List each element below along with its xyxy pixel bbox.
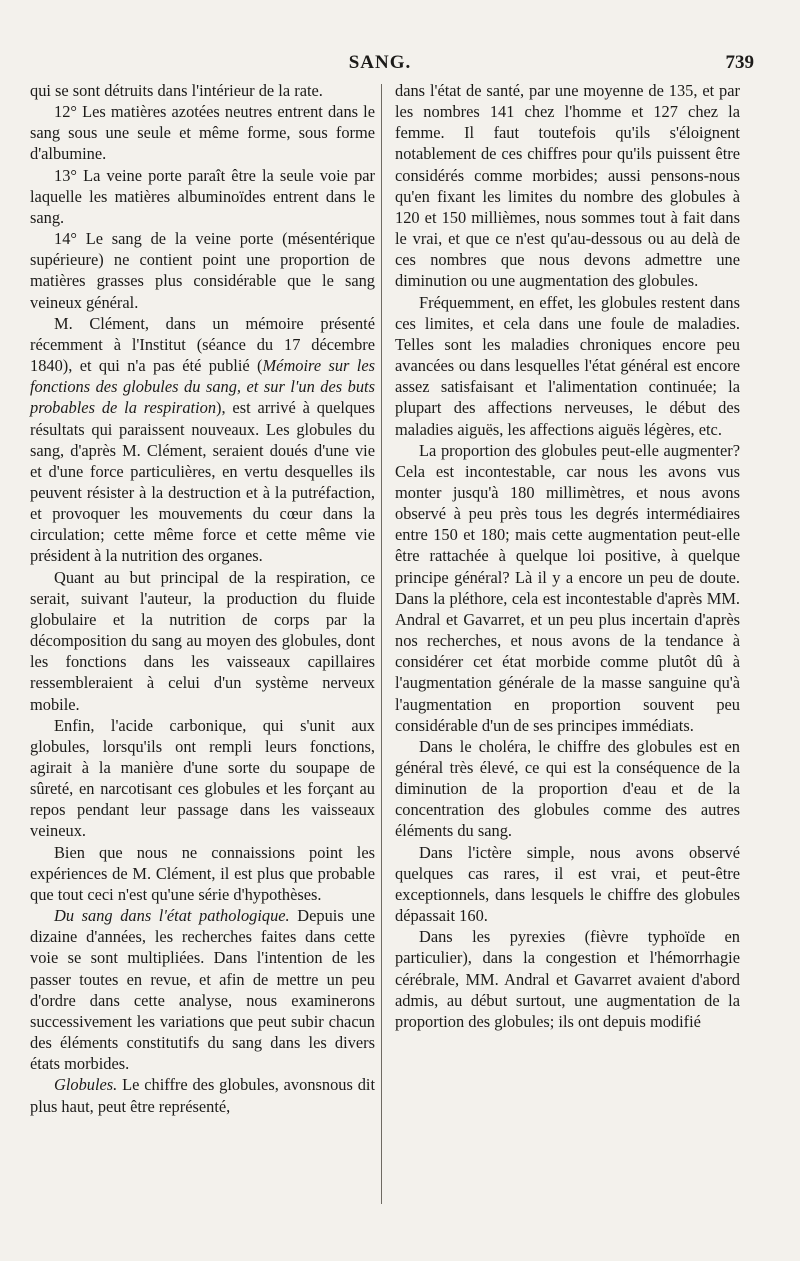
paragraph: 13° La veine porte paraît être la seule voie par laquelle les matières albuminoïdes entrent dans le sang.	[30, 165, 375, 227]
paragraph: Bien que nous ne connaissions point les expériences de M. Clément, il est plus que probable que tout ceci n'est qu'une série d'hypothèses.	[30, 842, 375, 904]
left-column	[30, 80, 375, 1117]
paragraph: 14° Le sang de la veine porte (mésentérique supérieure) ne contient point une proportion de matières grasses plus considérable que le sang veineux général.	[30, 229, 375, 312]
paragraph: 12° Les matières azotées neutres entrent dans le sang sous une seule et même forme, sous forme d'albumine.	[30, 102, 375, 164]
text-run: Le chiffre des globules, avonsnous dit plus haut, peut être représenté,	[30, 1075, 375, 1116]
paragraph: Dans l'ictère simple, nous avons observé quelques cas rares, il est vrai, et peut-être exceptionnels, dans lesquels le chiffre des globules dépassait 160.	[395, 842, 740, 926]
italic-text: Du sang dans l'état pathologique.	[54, 906, 290, 926]
paragraph: Dans les pyrexies (fièvre typhoïde en particulier), dans la congestion et l'hémorrhagie cérébrale, MM. Andral et Gavarret avaient d'abord admis, au début surtout, une augmentation de la proportion des globules; ils ont depuis modifié	[395, 927, 740, 1031]
paragraph	[30, 905, 375, 1074]
paragraph: dans l'état de santé, par une moyenne de 135, et par les nombres 141 chez l'homme et 127 chez la femme. Il faut toutefois qu'ils s'éloignent notablement de ces chiffres pour qu'ils puissent être considérés comme morbides; aussi pensons-nous qu'en fixant les limites du nombre des globules à 120 et 150 millièmes, nous sommes tout à fait dans le vrai, et que ce n'est qu'au-dessous ou au delà de ces nombres que nous devons admettre une diminution ou une augmentation des globules.	[395, 81, 740, 291]
right-column	[395, 80, 740, 1032]
paragraph: Enfin, l'acide carbonique, qui s'unit aux globules, lorsqu'ils ont rempli leurs fonctions, agirait à la manière d'une sorte du soupape de sûreté, en narcotisant ces globules et les forçant au repos pendant leur passage dans les vaisseaux veineux.	[30, 715, 375, 841]
text-run: Depuis une dizaine d'années, les recherches faites dans cette voie se sont multipliées. Dans l'intention de les passer toutes en revue, et afin de mettre un peu d'ordre dans cette analyse, nous examinerons successivement les variations que peut subir chacun des éléments constitutifs du sang dans les divers états morbides.	[30, 906, 376, 1074]
italic-text: Globules.	[54, 1075, 118, 1095]
column-rule	[381, 84, 382, 1204]
paragraph: qui se sont détruits dans l'intérieur de la rate.	[30, 81, 323, 100]
paragraph	[30, 313, 375, 567]
paragraph: Fréquemment, en effet, les globules restent dans ces limites, et cela dans une foule de maladies. Telles sont les maladies chroniques encore peu avancées ou dans lesquelles l'état général est encore assez satisfaisant et l'alimentation continuée; la plupart des affections nerveuses, le début des maladies aiguës, les affections aiguës légères, etc.	[395, 292, 740, 439]
paragraph: Dans le choléra, le chiffre des globules est en général très élevé, ce qui est la conséquence de la diminution de la proportion d'eau et de la concentration des globules comme des autres éléments du sang.	[395, 736, 740, 841]
running-head: SANG.	[348, 52, 412, 73]
italic-text: Mémoire sur les fonctions des globules du sang, et sur l'un des buts probables de la respiration	[30, 356, 375, 418]
paragraph: Quant au but principal de la respiration, ce serait, suivant l'auteur, la production du fluide globulaire et la nutrition de corps par la décomposition du sang au moyen des globules, dont les fonctions dans les vaisseaux capillaires ressembleraient à celui d'un système nerveux mobile.	[30, 567, 375, 714]
page-header	[30, 52, 754, 78]
text-run: M. Clément, dans un mémoire présenté récemment à l'Institut (séance du 17 décembre 1840), et qui n'a pas été publié (	[30, 313, 375, 376]
page-number: 739	[725, 52, 754, 73]
paragraph	[30, 1074, 375, 1116]
paragraph: La proportion des globules peut-elle augmenter? Cela est incontestable, car nous les avons vus monter jusqu'à 180 millimètres, et nous avons observé à peu près tous les degrés intermédiaires entre 150 et 180; mais cette augmentation peut-elle être rattachée à quelque loi positive, à quelque principe général? Là il y a encore un peu de doute. Dans la pléthore, cela est incontestable d'après MM. Andral et Gavarret, et un peu plus incertain d'après nos recherches, et nous avons de la tendance à considérer cet état morbide comme plutôt dû à l'augmentation générale de la masse sanguine qu'à l'augmentation en proportion souvent peu considérable d'un de ses principes immédiats.	[395, 440, 740, 735]
text-run: ), est arrivé à quelques résultats qui paraissent nouveaux. Les globules du sang, d'après M. Clément, seraient doués d'une vie et d'une force particulières, en vertu desquelles ils peuvent résister à la destruction et à la putréfaction, et provoquer les mouvements du cœur dans la circulation; cette même force et cette même vie président à la nutrition des organes.	[30, 398, 375, 566]
